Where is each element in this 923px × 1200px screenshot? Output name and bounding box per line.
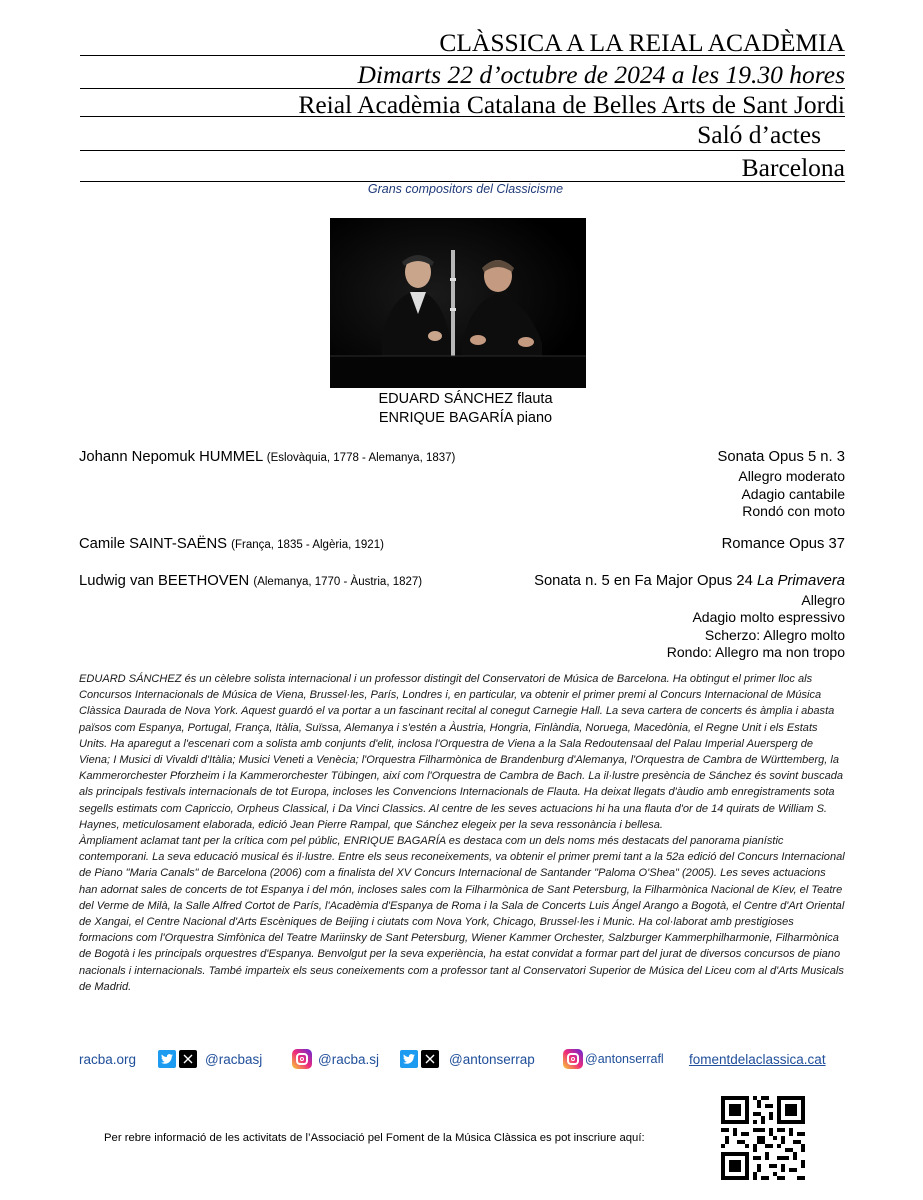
twitter-handle[interactable]: @antonserrap <box>449 1051 535 1067</box>
x-icon <box>179 1050 197 1068</box>
instagram-antonserrafl-link[interactable] <box>563 1045 664 1073</box>
movement: Rondo: Allegro ma non tropo <box>666 644 845 660</box>
work-saint-saens: Romance Opus 37 <box>721 536 845 552</box>
movement: Rondó con moto <box>742 503 845 519</box>
twitter-handle[interactable]: @racbasj <box>205 1051 263 1067</box>
work-title: Sonata n. 5 en Fa Major Opus 24 <box>534 573 753 589</box>
venue: Reial Acadèmia Catalana de Belles Arts de Sant Jordi <box>298 90 845 119</box>
composer-beethoven <box>79 573 422 589</box>
foment-link[interactable] <box>689 1045 826 1073</box>
work-beethoven <box>534 573 845 589</box>
work-hummel: Sonata Opus 5 n. 3 <box>717 449 845 465</box>
composer-hummel <box>79 449 455 465</box>
movement: Allegro moderato <box>738 468 845 484</box>
instagram-handle[interactable]: @antonserrafl <box>585 1052 664 1066</box>
instagram-racba-link[interactable] <box>292 1045 379 1073</box>
qr-code[interactable] <box>721 1096 805 1180</box>
twitter-racbasj-link[interactable] <box>158 1045 262 1073</box>
site-link-text[interactable]: racba.org <box>79 1051 137 1067</box>
movement: Allegro <box>801 592 845 608</box>
movement: Adagio molto espressivo <box>692 609 845 625</box>
header-rule-4 <box>80 150 845 151</box>
movement: Adagio cantabile <box>741 486 845 502</box>
city: Barcelona <box>741 153 845 182</box>
work-subtitle: La Primavera <box>757 573 845 589</box>
performers-photo <box>330 218 586 388</box>
composer-life: (França, 1835 - Algèria, 1921) <box>231 539 384 551</box>
composer-life: (Eslovàquia, 1778 - Alemanya, 1837) <box>266 452 456 464</box>
composer-saint-saens <box>79 536 384 552</box>
date-line: Dimarts 22 d’octubre de 2024 a les 19.30 hores <box>357 60 845 89</box>
twitter-icon <box>158 1050 176 1068</box>
hall: Saló d’actes <box>697 120 821 149</box>
composer-name: Camile SAINT-SAËNS <box>79 536 228 552</box>
footer-links <box>79 1045 846 1075</box>
instagram-handle[interactable]: @racba.sj <box>318 1051 379 1067</box>
performer-piano: ENRIQUE BAGARÍA piano <box>378 410 553 426</box>
composer-name: Johann Nepomuk HUMMEL <box>79 449 263 465</box>
twitter-icon <box>400 1050 418 1068</box>
concert-subtitle: Grans compositors del Classicisme <box>367 182 564 196</box>
composer-name: Ludwig van BEETHOVEN <box>79 573 250 589</box>
twitter-antonserrap-link[interactable] <box>400 1045 535 1073</box>
subscribe-note: Per rebre informació de les activitats de l’Associació pel Foment de la Música Clàssica es pot inscriure aquí: <box>104 1132 645 1144</box>
series-title: CLÀSSICA A LA REIAL ACADÈMIA <box>439 28 845 57</box>
twitter-icons <box>158 1050 197 1068</box>
biographies <box>79 671 846 995</box>
movement: Scherzo: Allegro molto <box>704 627 845 643</box>
bio-sanchez: EDUARD SÁNCHEZ és un cèlebre solista internacional i un professor distingit del Conservatori de Música de Barcelona. Ha obtingut el primer lloc als Concursos Internacionals de Música de Viena, Brussel·les, París, Londres i, en particular, va obtenir el primer premi al Concurs Internacional de Música Clàssica Daurada de Nova York. Aquest guardó el va portar a un fascinant recital al conegut Carnegie Hall. La seva cartera de concerts és àmplia i abasta països com Espanya, Portugal, França, Itàlia, Suïssa, Alemanya i s'estén a Àustria, Hongria, Finlàndia, Noruega, Macedònia, el Regne Unit i els Estats Units. Ha aparegut a l'escenari com a solista amb conjunts d'elit, inclosa l'Orquestra de Viena a la Sala Redoutensaal del Palau Imperial Auersperg de Viena; I Musici di Vivaldi d'Itàlia; Musici Veneti a Venècia; l'Orquestra Filharmònica de Brandenburg d'Alemanya, l'Orquestra de Cambra de Württemberg, la Kammerorchester Pforzheim i la Kammerorchester Tübingen, així com l'Orquestra de Cambra de Bach. La il·lustre presència de Sánchez és sovint buscada als principals festivals internacionals de tot Europa, incloses les Convencions Internacionals de Flauta. Ha deixat llegats d'àudio amb enregistraments sota segells estimats com Capriccio, Orpheus Classical, i Da Vinci Classics. Al centre de les seves actuacions hi ha una flauta d'or de 14 quirats de William S. Haynes, meticulosament elaborada, edició Jean Pierre Rampal, que Sánchez elegeix per la seva ressonància i bellesa. <box>79 673 844 831</box>
x-icon <box>421 1050 439 1068</box>
performer-flute: EDUARD SÁNCHEZ flauta <box>378 391 553 407</box>
twitter-icons <box>400 1050 439 1068</box>
site-link[interactable] <box>79 1045 136 1073</box>
composer-life: (Alemanya, 1770 - Àustria, 1827) <box>253 576 423 588</box>
foment-link-text[interactable]: fomentdelaclassica.cat <box>689 1051 826 1067</box>
instagram-icon <box>563 1049 583 1069</box>
bio-bagaria: Àmpliament aclamat tant per la crítica com pel públic, ENRIQUE BAGARÍA es destaca com un dels noms més destacats del panorama pianístic contemporani. La seva educació musical és il·lustre. Entre els seus reconeixements, va obtenir el primer premi tant a la 52a edició del Concurs Internacional de Piano "Maria Canals" de Barcelona (2006) com a finalista del XV Concurs Internacional de Santander "Paloma O'Shea" (2005). Les seves actuacions han adornat sales de concerts de tot Espanya i del món, incloses sales com la Filharmònica de Sant Petersburg, la Filharmònica Nacional de Kíev, el Teatre del Verme de Milà, la Salle Alfred Cortot de París, l'Acadèmia d'Espanya de Roma i la Sala de Concerts Luis Ángel Arango a Bogotà, el Centre d'Art Oriental de Xangai, el Centre Nacional d'Arts Escèniques de Beijing i ciutats com Nova York, Chicago, Brussel·les i Munic. Ha col·laborat amb prestigioses formacions com l'Orquestra Simfònica del Teatre Mariinsky de Sant Petersburg, Wiener Kammer Orchester, Salzburger Kammerphilharmonie, Filharmònica de Bogotà i les principals orquestres d'Espanya. Benvolgut per la seva experiència, ha estat convidat a formar part del jurat de diversos concursos de piano nacionals i internacionals. També imparteix els seus coneixements com a professor tant al Conservatori Superior de Música del Liceu com al d'Arts Musicals de Madrid. <box>79 835 845 993</box>
instagram-icon <box>292 1049 312 1069</box>
